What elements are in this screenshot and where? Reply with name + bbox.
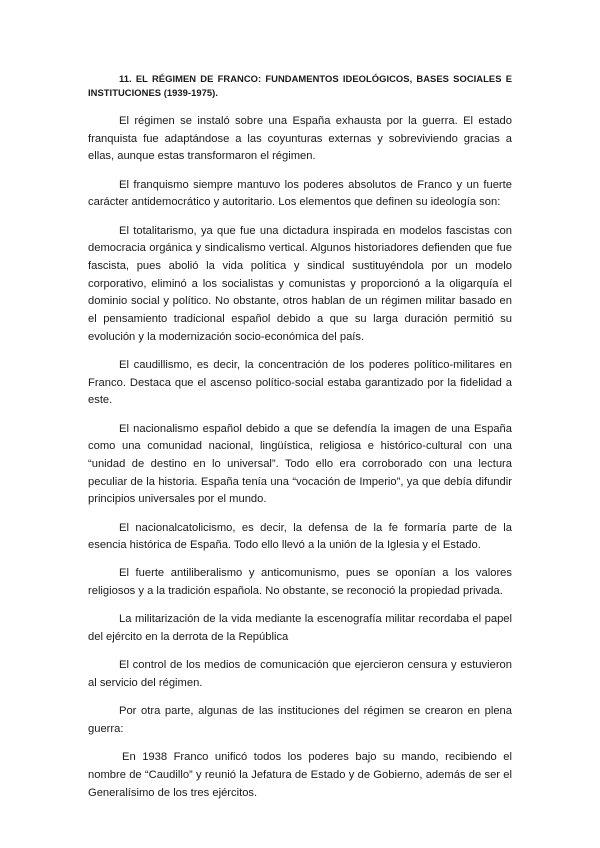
paragraph-medios: El control de los medios de comunicación que ejercieron censura y estuvieron al servicio del régimen.	[88, 659, 512, 689]
paragraph-ideology: El franquismo siempre mantuvo los poderes absolutos de Franco y un fuerte carácter antidemocrático y autoritario. Los elementos que definen su ideología son:	[88, 178, 512, 209]
paragraph-intro: El régimen se instaló sobre una España exhausta por la guerra. El estado franquista fue adaptándose a las coyunturas externas y sobreviviendo gracias a ellas, aunque estas transformaron el régimen.	[88, 115, 512, 163]
paragraph-totalitarismo: El totalitarismo, ya que fue una dictadura inspirada en modelos fascistas con democracia orgánica y sindicalismo vertical. Algunos historiadores defienden que fue fascista, pues abolió la vida política y sindical sustituyéndola por un modelo corporativo, eliminó a los socialistas y comunistas y proporcionó a la oligarquía el dominio social y político. No obstante, otros hablan de un régimen militar basado en el pensamiento tradicional español debido a que su larga duración permitió su evolución y la modernización socio-económica del país.	[88, 224, 512, 343]
paragraph-instituciones: Por otra parte, algunas de las instituciones del régimen se crearon en plena guerra:	[88, 705, 512, 735]
paragraph-militarizacion: La militarización de la vida mediante la escenografía militar recordaba el papel del ejército en la derrota de la República	[88, 613, 512, 644]
paragraph-1938: En 1938 Franco unificó todos los poderes bajo su mando, recibiendo el nombre de “Caudillo” y reunió la Jefatura de Estado y de Gobierno, además de ser el Generalísimo de los tres ejércitos.	[88, 751, 512, 799]
paragraph-nacionalcatolicismo: El nacionalcatolicismo, es decir, la defensa de la fe formaría parte de la esencia histórica de España. Todo ello llevó a la unión de la Iglesia y el Estado.	[88, 521, 512, 552]
document-title: 11. EL RÉGIMEN DE FRANCO: FUNDAMENTOS IDEOLÓGICOS, BASES SOCIALES E INSTITUCIONES (1939-1975).	[88, 73, 512, 98]
paragraph-antiliberalismo: El fuerte antiliberalismo y anticomunismo, pues se oponían a los valores religiosos y a la tradición española. No obstante, se reconoció la propiedad privada.	[88, 567, 512, 598]
paragraph-nacionalismo: El nacionalismo español debido a que se defendía la imagen de una España como una comunidad nacional, lingüística, religiosa e histórico-cultural con una “unidad de destino en lo universal”. Todo ello era corroborado con una lectura peculiar de la historia. España tenía una “vocación de Imperio”, ya que debía difundir principios universales por el mundo.	[88, 422, 512, 506]
paragraph-caudillismo: El caudillismo, es decir, la concentración de los poderes político-militares en Franco. Destaca que el ascenso político-social estaba garantizado por la fidelidad a este.	[88, 358, 512, 407]
